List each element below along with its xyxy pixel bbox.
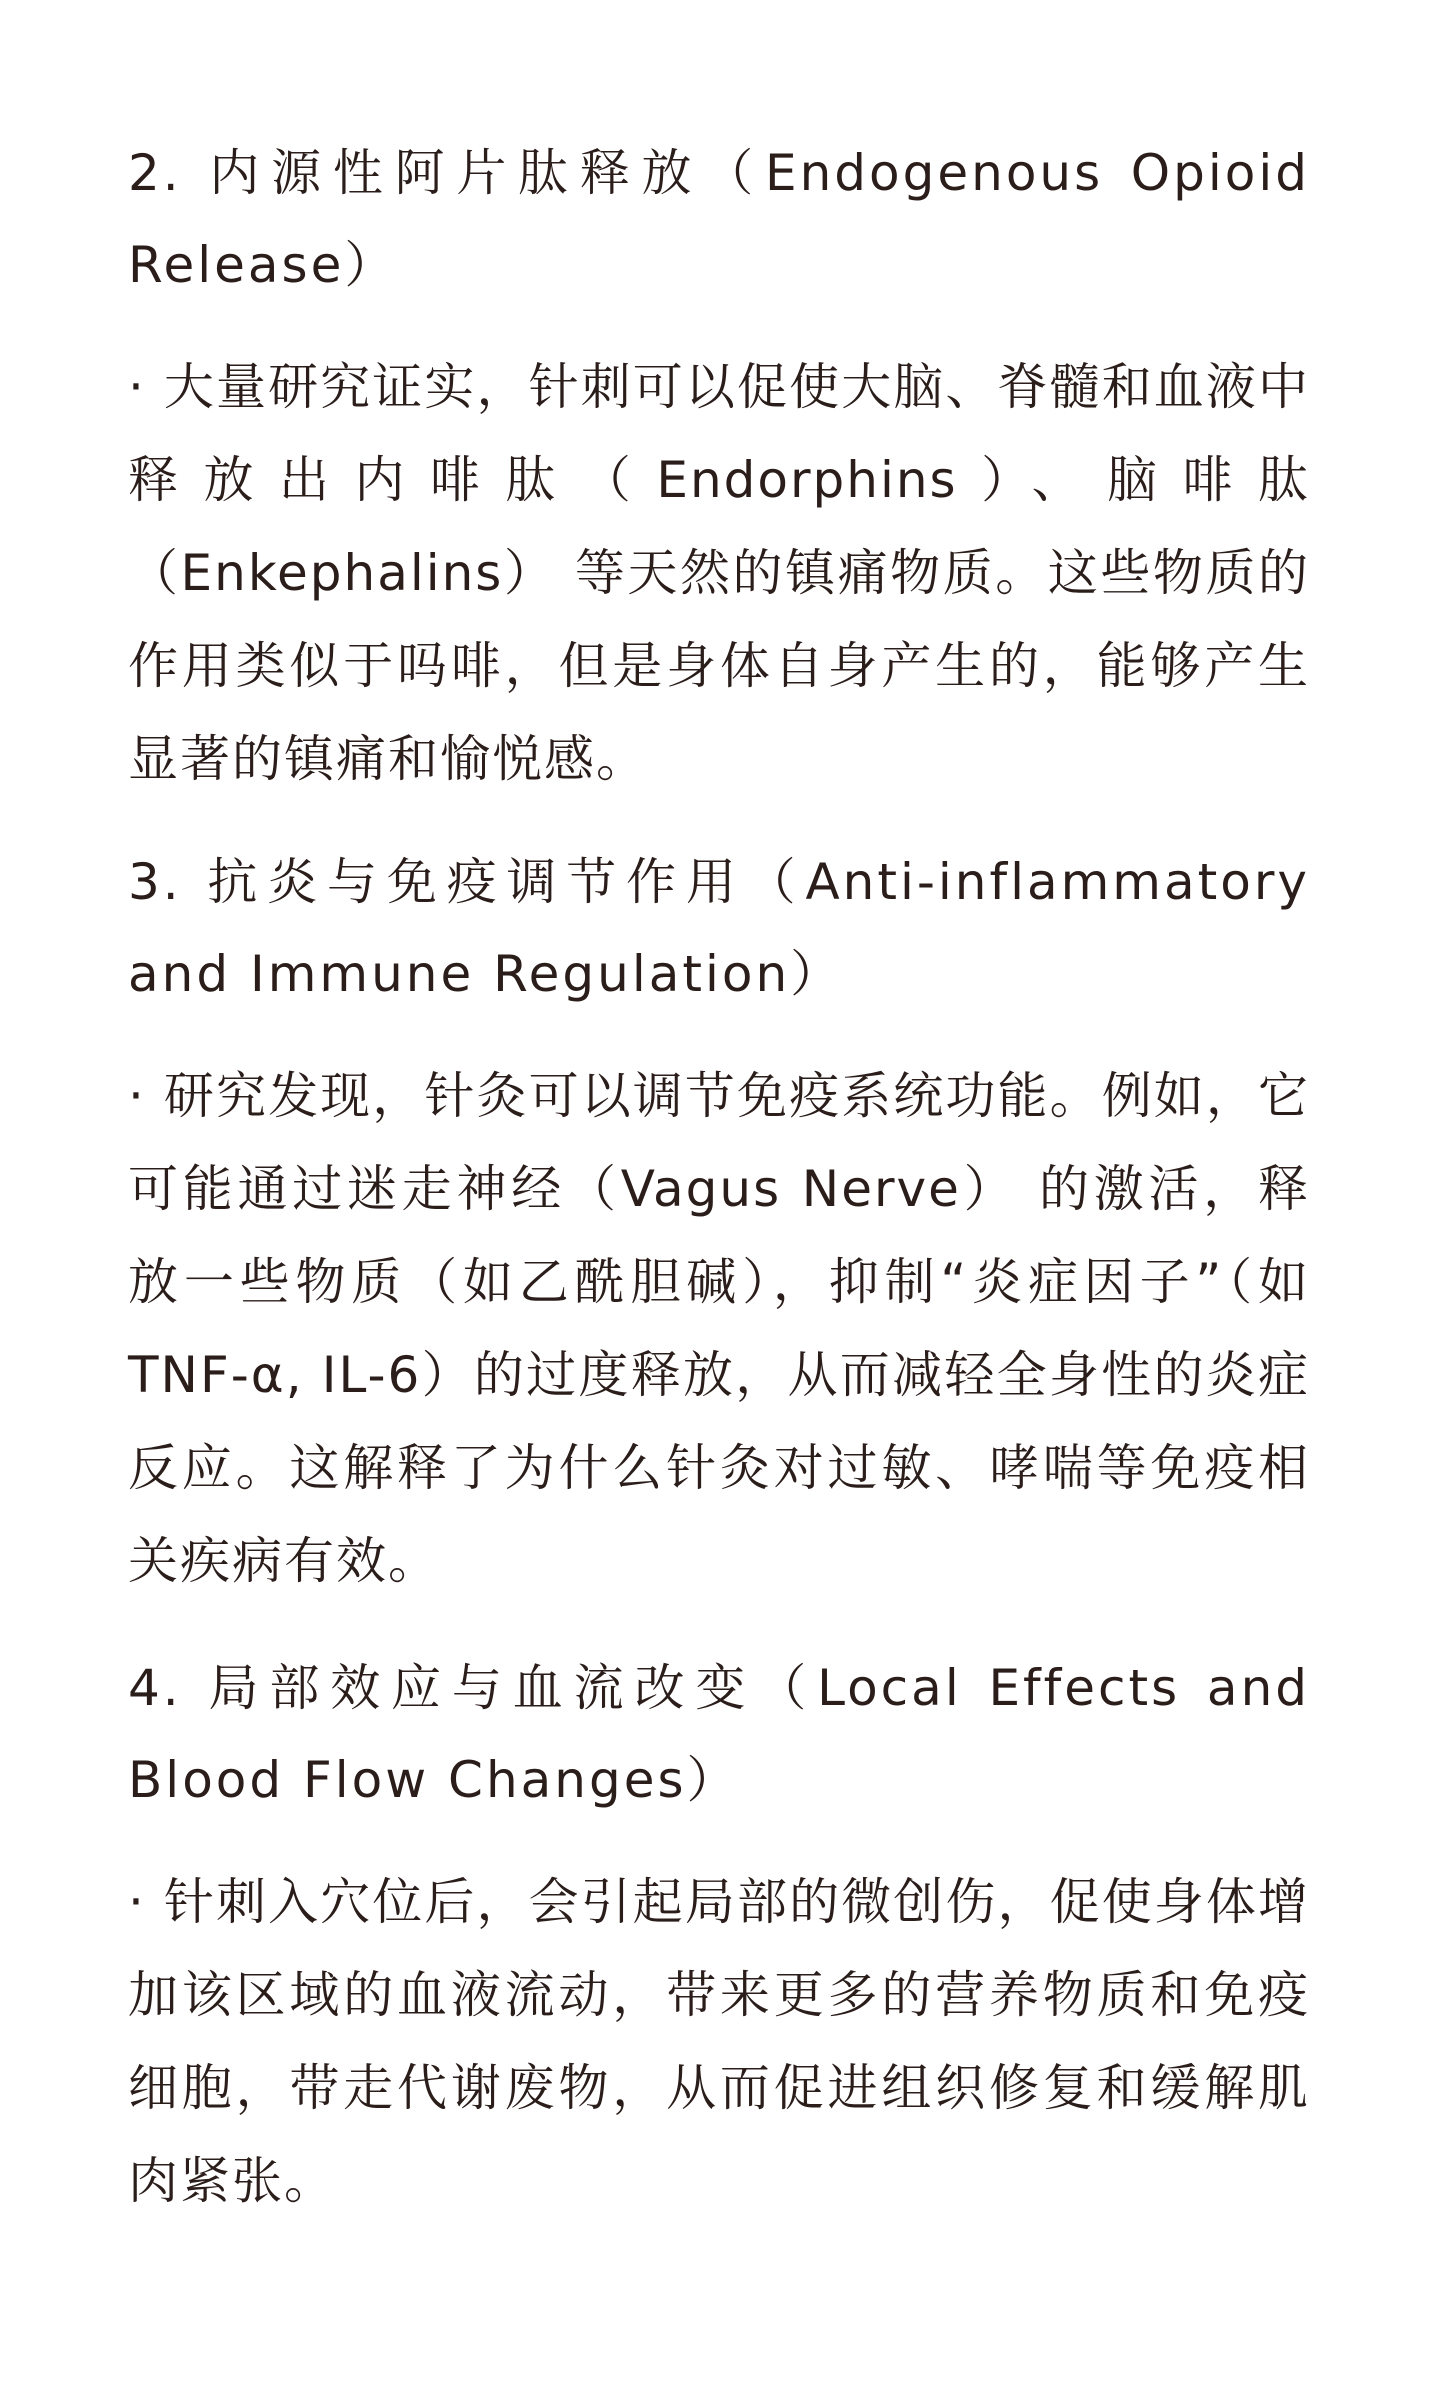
section-local-effects-blood-flow — [128, 1642, 1310, 2228]
section-body-text: · 大量研究证实，针刺可以促使大脑、脊髓和血液中释放出内啡肽（Endorphins）、脑啡肽（Enkephalins） 等天然的镇痛物质。这些物质的作用类似于吗啡，但是身体自身产生的，能够产生显著的镇痛和愉悦感。 — [128, 358, 1310, 788]
article-content — [128, 127, 1310, 2228]
section-heading: 2. 内源性阿片肽释放（Endogenous Opioid Release） — [128, 144, 1310, 294]
section-endogenous-opioid-release — [128, 127, 1310, 806]
section-heading: 4. 局部效应与血流改变（Local Effects and Blood Flow Changes） — [128, 1659, 1310, 1809]
section-body-text: · 研究发现，针灸可以调节免疫系统功能。例如，它可能通过迷走神经（Vagus Nerve） 的激活，释放一些物质（如乙酰胆碱），抑制“炎症因子”（如TNF-α, IL-6）的过度释放，从而减轻全身性的炎症反应。这解释了为什么针灸对过敏、哮喘等免疫相关疾病有效。 — [128, 1067, 1310, 1590]
section-body-text: · 针刺入穴位后，会引起局部的微创伤，促使身体增加该区域的血液流动，带来更多的营养物质和免疫细胞，带走代谢废物，从而促进组织修复和缓解肌肉紧张。 — [128, 1873, 1310, 2210]
section-heading: 3. 抗炎与免疫调节作用（Anti-inflammatory and Immune Regulation） — [128, 853, 1310, 1003]
section-anti-inflammatory-immune-regulation — [128, 836, 1310, 1608]
